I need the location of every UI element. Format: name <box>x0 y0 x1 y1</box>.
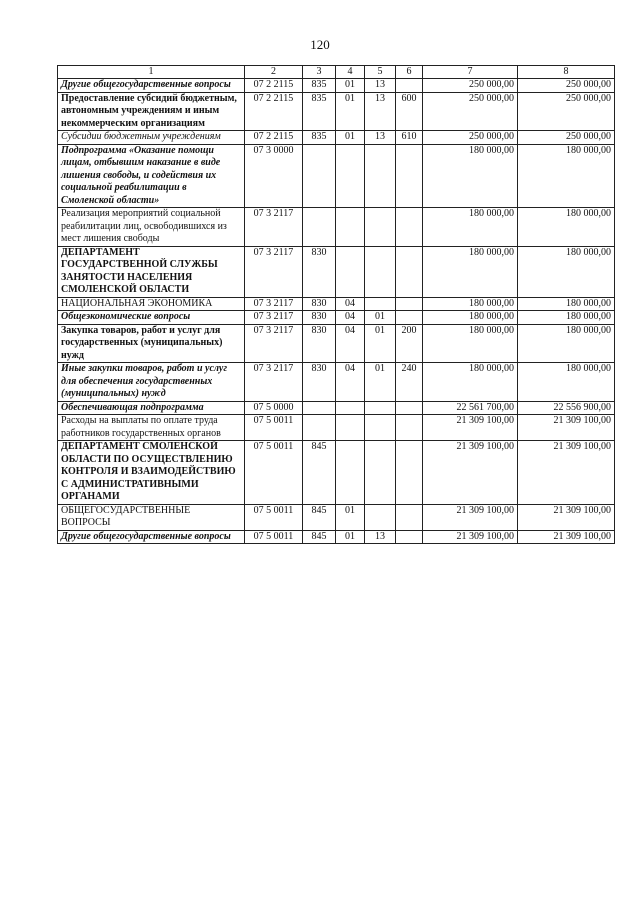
row-name: ДЕПАРТАМЕНТ ГОСУДАРСТВЕННОЙ СЛУЖБЫ ЗАНЯТОСТИ НАСЕЛЕНИЯ СМОЛЕНСКОЙ ОБЛАСТИ <box>58 246 245 297</box>
header-cell: 5 <box>365 66 396 79</box>
ministry-code: 835 <box>303 92 336 131</box>
target-code: 07 5 0011 <box>245 530 303 544</box>
expense-type-code <box>396 297 423 311</box>
ministry-code: 845 <box>303 504 336 530</box>
amount-year-2: 180 000,00 <box>518 324 615 363</box>
header-cell: 6 <box>396 66 423 79</box>
amount-year-1: 250 000,00 <box>423 131 518 145</box>
row-name: Общеэкономические вопросы <box>58 311 245 325</box>
expense-type-code <box>396 144 423 208</box>
ministry-code <box>303 144 336 208</box>
target-code: 07 5 0011 <box>245 441 303 505</box>
amount-year-2: 22 556 900,00 <box>518 401 615 415</box>
subsection-code <box>365 246 396 297</box>
amount-year-2: 21 309 100,00 <box>518 530 615 544</box>
expense-type-code <box>396 311 423 325</box>
ministry-code <box>303 415 336 441</box>
subsection-code <box>365 144 396 208</box>
amount-year-2: 180 000,00 <box>518 246 615 297</box>
row-name: Субсидии бюджетным учреждениям <box>58 131 245 145</box>
amount-year-1: 180 000,00 <box>423 246 518 297</box>
amount-year-1: 180 000,00 <box>423 144 518 208</box>
target-code: 07 5 0011 <box>245 504 303 530</box>
ministry-code <box>303 401 336 415</box>
subsection-code: 01 <box>365 324 396 363</box>
target-code: 07 2 2115 <box>245 131 303 145</box>
row-name: Реализация мероприятий социальной реабилитации лиц, освободившихся из мест лишения свободы <box>58 208 245 247</box>
subsection-code <box>365 415 396 441</box>
section-code <box>336 246 365 297</box>
amount-year-1: 180 000,00 <box>423 311 518 325</box>
target-code: 07 3 2117 <box>245 297 303 311</box>
section-code: 04 <box>336 324 365 363</box>
row-name: Обеспечивающая подпрограмма <box>58 401 245 415</box>
target-code: 07 3 2117 <box>245 363 303 402</box>
table-row <box>58 415 615 441</box>
ministry-code: 830 <box>303 297 336 311</box>
expense-type-code <box>396 504 423 530</box>
row-name: Другие общегосударственные вопросы <box>58 530 245 544</box>
row-name: НАЦИОНАЛЬНАЯ ЭКОНОМИКА <box>58 297 245 311</box>
row-name: Предоставление субсидий бюджетным, автономным учреждениям и иным некоммерческим организациям <box>58 92 245 131</box>
section-code: 01 <box>336 131 365 145</box>
section-code: 01 <box>336 92 365 131</box>
row-name: Другие общегосударственные вопросы <box>58 79 245 93</box>
expense-type-code <box>396 441 423 505</box>
expense-type-code: 600 <box>396 92 423 131</box>
subsection-code: 01 <box>365 363 396 402</box>
header-cell: 3 <box>303 66 336 79</box>
target-code: 07 5 0000 <box>245 401 303 415</box>
expense-type-code: 200 <box>396 324 423 363</box>
amount-year-1: 180 000,00 <box>423 297 518 311</box>
ministry-code <box>303 208 336 247</box>
table-row <box>58 311 615 325</box>
header-cell: 4 <box>336 66 365 79</box>
table-row <box>58 246 615 297</box>
subsection-code: 13 <box>365 92 396 131</box>
ministry-code: 835 <box>303 79 336 93</box>
ministry-code: 830 <box>303 363 336 402</box>
amount-year-1: 22 561 700,00 <box>423 401 518 415</box>
expense-type-code <box>396 415 423 441</box>
expense-type-code <box>396 530 423 544</box>
amount-year-2: 21 309 100,00 <box>518 415 615 441</box>
section-code <box>336 144 365 208</box>
table-header-row <box>58 66 615 79</box>
amount-year-1: 21 309 100,00 <box>423 530 518 544</box>
ministry-code: 835 <box>303 131 336 145</box>
amount-year-1: 180 000,00 <box>423 363 518 402</box>
target-code: 07 3 2117 <box>245 208 303 247</box>
expense-type-code <box>396 79 423 93</box>
ministry-code: 830 <box>303 324 336 363</box>
amount-year-1: 21 309 100,00 <box>423 441 518 505</box>
subsection-code <box>365 297 396 311</box>
amount-year-2: 180 000,00 <box>518 311 615 325</box>
section-code: 01 <box>336 79 365 93</box>
amount-year-2: 250 000,00 <box>518 79 615 93</box>
expense-type-code: 240 <box>396 363 423 402</box>
amount-year-2: 180 000,00 <box>518 297 615 311</box>
section-code: 01 <box>336 530 365 544</box>
amount-year-1: 21 309 100,00 <box>423 415 518 441</box>
expense-type-code <box>396 208 423 247</box>
ministry-code: 845 <box>303 530 336 544</box>
target-code: 07 3 0000 <box>245 144 303 208</box>
header-cell: 2 <box>245 66 303 79</box>
section-code <box>336 401 365 415</box>
table-row <box>58 530 615 544</box>
expense-type-code: 610 <box>396 131 423 145</box>
target-code: 07 3 2117 <box>245 324 303 363</box>
target-code: 07 3 2117 <box>245 246 303 297</box>
row-name: Закупка товаров, работ и услуг для государственных (муниципальных) нужд <box>58 324 245 363</box>
row-name: Подпрограмма «Оказание помощи лицам, отбывшим наказание в виде лишения свободы, и содействия их социальной реабилитации в Смоленской области» <box>58 144 245 208</box>
table-row <box>58 92 615 131</box>
row-name: ДЕПАРТАМЕНТ СМОЛЕНСКОЙ ОБЛАСТИ ПО ОСУЩЕСТВЛЕНИЮ КОНТРОЛЯ И ВЗАИМОДЕЙСТВИЮ С АДМИНИСТРАТИВНЫМИ ОРГАНАМИ <box>58 441 245 505</box>
expense-type-code <box>396 246 423 297</box>
ministry-code: 845 <box>303 441 336 505</box>
amount-year-1: 21 309 100,00 <box>423 504 518 530</box>
amount-year-1: 180 000,00 <box>423 324 518 363</box>
target-code: 07 2 2115 <box>245 79 303 93</box>
table-row <box>58 401 615 415</box>
header-cell: 1 <box>58 66 245 79</box>
amount-year-2: 180 000,00 <box>518 144 615 208</box>
section-code: 04 <box>336 297 365 311</box>
section-code <box>336 415 365 441</box>
page-number: 120 <box>310 37 330 52</box>
subsection-code: 13 <box>365 79 396 93</box>
header-cell: 8 <box>518 66 615 79</box>
table-row <box>58 208 615 247</box>
subsection-code: 13 <box>365 530 396 544</box>
subsection-code: 01 <box>365 311 396 325</box>
target-code: 07 2 2115 <box>245 92 303 131</box>
subsection-code <box>365 441 396 505</box>
amount-year-2: 21 309 100,00 <box>518 441 615 505</box>
budget-table <box>57 65 615 544</box>
table-row <box>58 504 615 530</box>
amount-year-2: 250 000,00 <box>518 131 615 145</box>
subsection-code <box>365 401 396 415</box>
amount-year-1: 250 000,00 <box>423 92 518 131</box>
table-row <box>58 131 615 145</box>
subsection-code: 13 <box>365 131 396 145</box>
section-code: 01 <box>336 504 365 530</box>
section-code <box>336 441 365 505</box>
ministry-code: 830 <box>303 311 336 325</box>
header-cell: 7 <box>423 66 518 79</box>
section-code <box>336 208 365 247</box>
section-code: 04 <box>336 311 365 325</box>
amount-year-2: 180 000,00 <box>518 363 615 402</box>
target-code: 07 5 0011 <box>245 415 303 441</box>
amount-year-2: 180 000,00 <box>518 208 615 247</box>
table-row <box>58 144 615 208</box>
subsection-code <box>365 504 396 530</box>
table-row <box>58 297 615 311</box>
table-row <box>58 363 615 402</box>
amount-year-2: 21 309 100,00 <box>518 504 615 530</box>
table-row <box>58 324 615 363</box>
table-row <box>58 441 615 505</box>
amount-year-1: 250 000,00 <box>423 79 518 93</box>
amount-year-1: 180 000,00 <box>423 208 518 247</box>
row-name: Расходы на выплаты по оплате труда работников государственных органов <box>58 415 245 441</box>
row-name: Иные закупки товаров, работ и услуг для обеспечения государственных (муниципальных) нужд <box>58 363 245 402</box>
expense-type-code <box>396 401 423 415</box>
section-code: 04 <box>336 363 365 402</box>
row-name: ОБЩЕГОСУДАРСТВЕННЫЕ ВОПРОСЫ <box>58 504 245 530</box>
amount-year-2: 250 000,00 <box>518 92 615 131</box>
subsection-code <box>365 208 396 247</box>
ministry-code: 830 <box>303 246 336 297</box>
table-row <box>58 79 615 93</box>
target-code: 07 3 2117 <box>245 311 303 325</box>
